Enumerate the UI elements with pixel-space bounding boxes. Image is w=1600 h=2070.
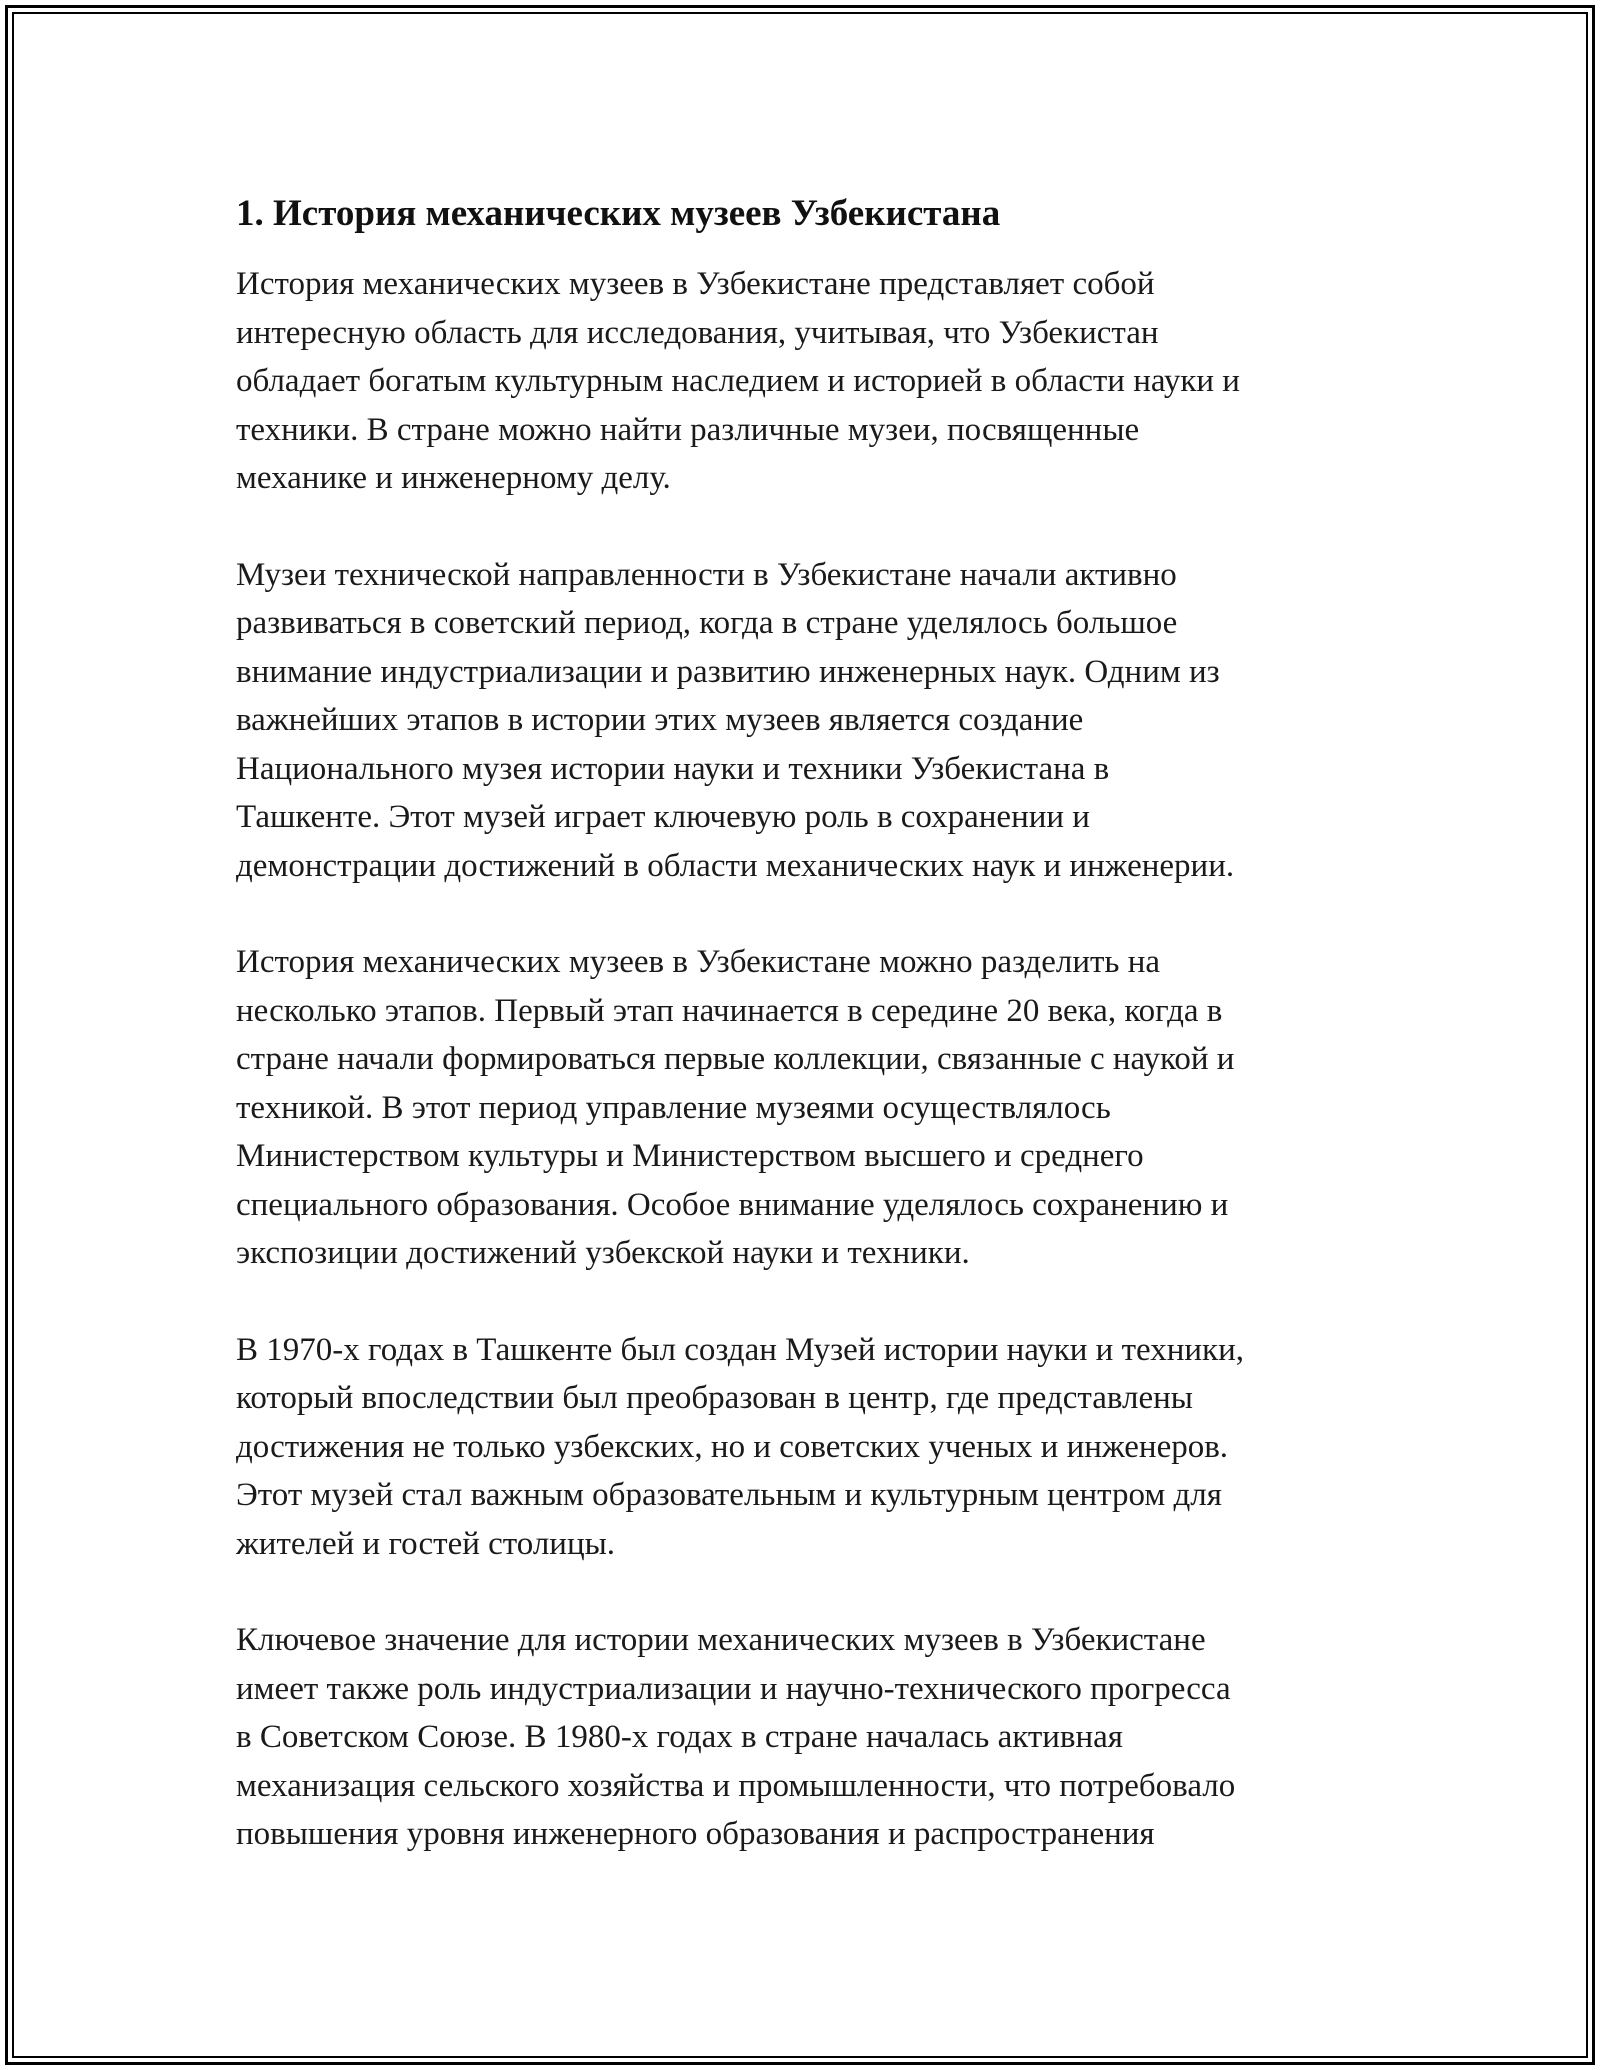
paragraph [236, 260, 1376, 503]
text-line: Музеи технической направленности в Узбекистане начали активно [236, 556, 1177, 593]
text-line: демонстрации достижений в области механических наук и инженерии. [236, 847, 1235, 884]
paragraphs-container [236, 260, 1376, 1859]
text-line: техники. В стране можно найти различные музеи, посвященные [236, 411, 1140, 448]
text-line: техникой. В этот период управление музеями осуществлялось [236, 1089, 1111, 1126]
text-line: обладает богатым культурным наследием и историей в области науки и [236, 363, 1240, 399]
text-line: в Советском Союзе. В 1980-х годах в стране началась активная [236, 1719, 1123, 1755]
text-line: Министерством культуры и Министерством высшего и среднего [236, 1138, 1144, 1174]
text-line: важнейших этапов в истории этих музеев является создание [236, 702, 1084, 738]
text-line: достижения не только узбекских, но и советских ученых и инженеров. [236, 1428, 1229, 1465]
paragraph [236, 1616, 1376, 1859]
text-line: Национального музея истории науки и техники Узбекистана в [236, 750, 1110, 787]
text-line: специального образования. Особое внимание уделялось сохранению и [236, 1186, 1229, 1223]
text-line: Ташкенте. Этот музей играет ключевую роль в сохранении и [236, 799, 1090, 835]
section-heading: 1. История механических музеев Узбекистана [236, 193, 1001, 234]
text-line: механике и инженерному делу. [236, 460, 671, 496]
text-line: Этот музей стал важным образовательным и культурным центром для [236, 1477, 1222, 1513]
text-line: экспозиции достижений узбекской науки и техники. [236, 1235, 970, 1271]
text-line: несколько этапов. Первый этап начинается в середине 20 века, когда в [236, 992, 1223, 1029]
text-line: развиваться в советский период, когда в стране уделялось большое [236, 605, 1178, 641]
text-line: внимание индустриализации и развитию инженерных наук. Одним из [236, 653, 1220, 690]
text-line: имеет также роль индустриализации и научно-технического прогресса [236, 1670, 1231, 1707]
text-line: История механических музеев в Узбекистане представляет собой [236, 266, 1155, 302]
text-line: стране начали формироваться первые коллекции, связанные с наукой и [236, 1041, 1235, 1077]
paragraph [236, 1326, 1376, 1569]
text-line: интересную область для исследования, учитывая, что Узбекистан [236, 314, 1159, 351]
text-line: жителей и гостей столицы. [236, 1525, 616, 1562]
paragraph [236, 551, 1376, 891]
text-line: повышения уровня инженерного образования и распространения [236, 1816, 1155, 1852]
text-line: Ключевое значение для истории механических музеев в Узбекистане [236, 1622, 1206, 1658]
text-line: механизация сельского хозяйства и промышленности, что потребовало [236, 1767, 1236, 1804]
document-body [236, 186, 1376, 1907]
text-line: История механических музеев в Узбекистане можно разделить на [236, 944, 1161, 980]
paragraph [236, 938, 1376, 1278]
text-line: который впоследствии был преобразован в центр, где представлены [236, 1380, 1193, 1416]
text-line: В 1970-х годах в Ташкенте был создан Музей истории науки и техники, [236, 1331, 1244, 1368]
